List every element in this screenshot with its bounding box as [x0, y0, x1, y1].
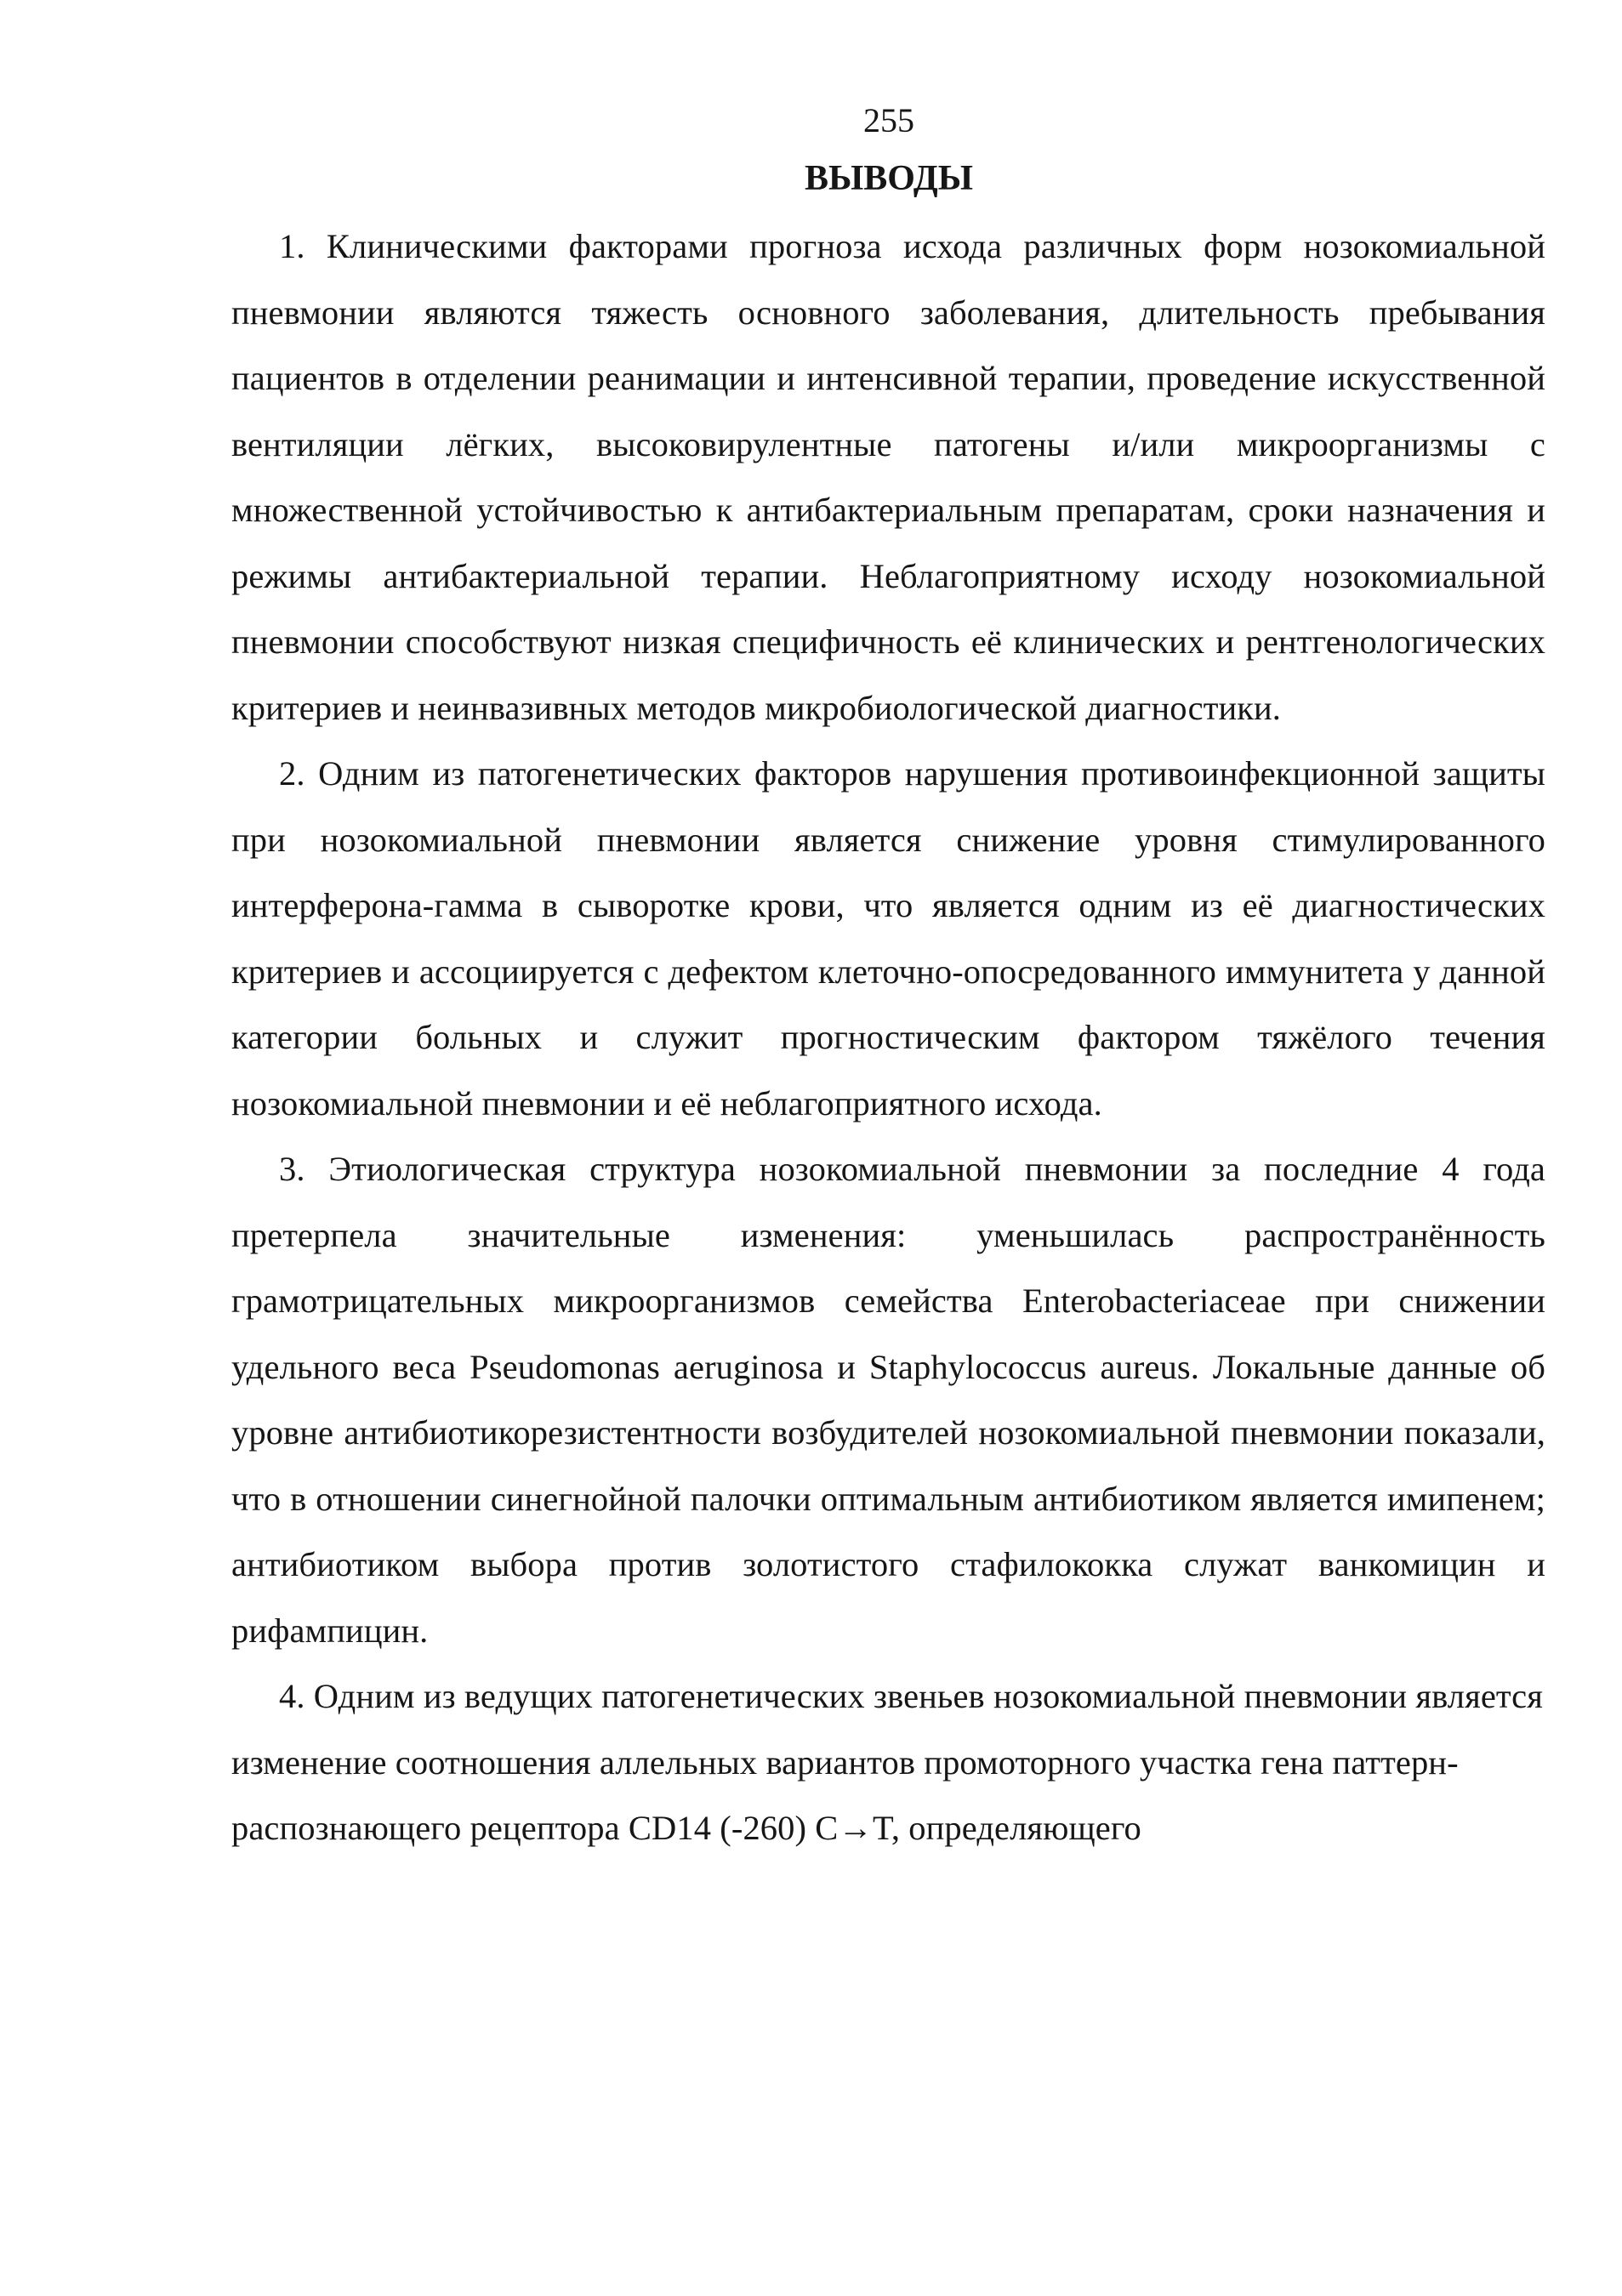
paragraph-3: 3. Этиологическая структура нозокомиальной пневмонии за последние 4 года претерпела значительные изменения: уменьшилась распространённость грамотрицательных микроорганизмов семейства Enterobacteriaceae при снижении удельного веса Pseudomonas aeruginosa и Staphylococcus aureus. Локальные данные об уровне антибиотикорезистентности возбудителей нозокомиальной пневмонии показали, что в отношении синегнойной палочки оптимальным антибиотиком является имипенем; антибиотиком выбора против золотистого стафилококка служат ванкомицин и рифампицин.	[231, 1150, 1545, 1650]
page-title: ВЫВОДЫ	[805, 159, 973, 198]
paragraph-1: 1. Клиническими факторами прогноза исхода различных форм нозокомиальной пневмонии являются тяжесть основного заболевания, длительность пребывания пациентов в отделении реанимации и интенсивной терапии, проведение искусственной вентиляции лёгких, высоковирулентные патогены и/или микроорганизмы с множественной устойчивостью к антибактериальным препаратам, сроки назначения и режимы антибактериальной терапии. Неблагоприятному исходу нозокомиальной пневмонии способствуют низкая специфичность её клинических и рентгенологических критериев и неинвазивных методов микробиологической диагностики.	[231, 227, 1545, 727]
document-body	[231, 213, 1545, 1861]
page-number: 255	[863, 101, 914, 139]
paragraph-2: 2. Одним из патогенетических факторов нарушения противоинфекционной защиты при нозокомиальной пневмонии является снижение уровня стимулированного интерферона-гамма в сыворотке крови, что является одним из её диагностических критериев и ассоциируется с дефектом клеточно-опосредованного иммунитета у данной категории больных и служит прогностическим фактором тяжёлого течения нозокомиальной пневмонии и её неблагоприятного исхода.	[231, 754, 1545, 1122]
paragraph-4: 4. Одним из ведущих патогенетических звеньев нозокомиальной пневмонии является изменение соотношения аллельных вариантов промоторного участка гена паттерн-распознающего рецептора CD14 (-260) C→T, определяющего	[231, 1677, 1543, 1847]
